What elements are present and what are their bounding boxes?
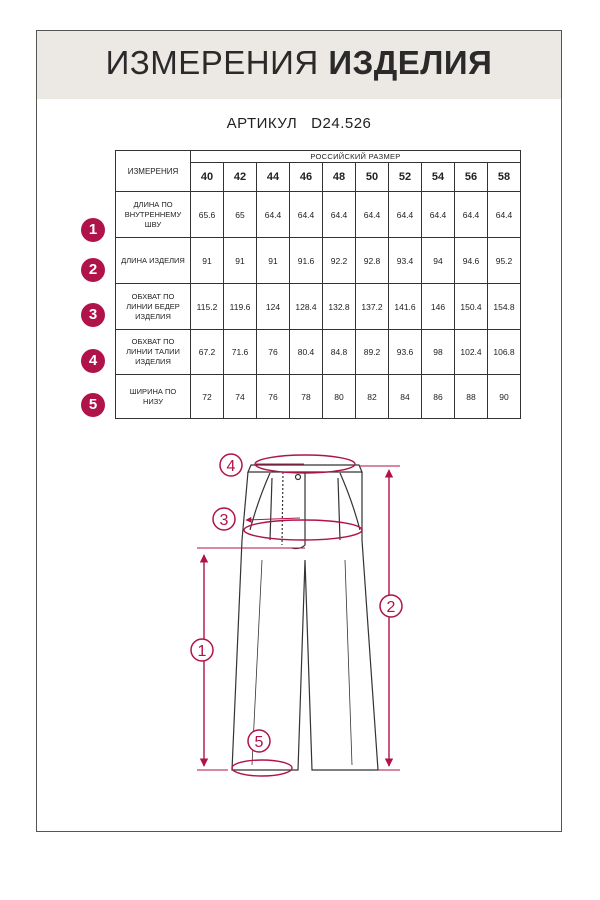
title-bold: ИЗДЕЛИЯ [328, 44, 493, 81]
row-value: 98 [422, 330, 455, 375]
size-header: 58 [488, 163, 521, 192]
row-value: 84.8 [323, 330, 356, 375]
row-value: 141.6 [389, 284, 422, 330]
row-value: 91 [224, 238, 257, 284]
row-value: 91.6 [290, 238, 323, 284]
size-header: 44 [257, 163, 290, 192]
row-value: 128.4 [290, 284, 323, 330]
row-value: 84 [389, 375, 422, 419]
row-value: 65.6 [191, 192, 224, 238]
row-value: 64.4 [323, 192, 356, 238]
row-value: 119.6 [224, 284, 257, 330]
size-header: 54 [422, 163, 455, 192]
row-value: 64.4 [389, 192, 422, 238]
row-number-badge: 1 [81, 218, 105, 242]
size-header: 42 [224, 163, 257, 192]
title-light: ИЗМЕРЕНИЯ [105, 44, 319, 81]
row-value: 80.4 [290, 330, 323, 375]
measure-header: ИЗМЕРЕНИЯ [116, 151, 191, 192]
row-value: 76 [257, 375, 290, 419]
row-value: 93.4 [389, 238, 422, 284]
row-number-badge: 3 [81, 303, 105, 327]
row-value: 124 [257, 284, 290, 330]
row-value: 146 [422, 284, 455, 330]
row-value: 93.6 [389, 330, 422, 375]
marker-4: 4 [226, 458, 236, 475]
row-value: 150.4 [455, 284, 488, 330]
size-header: 48 [323, 163, 356, 192]
row-label: ДЛИНА ПО ВНУТРЕННЕМУ ШВУ [116, 192, 191, 238]
size-group-header: РОССИЙСКИЙ РАЗМЕР [191, 151, 521, 163]
size-header: 56 [455, 163, 488, 192]
row-value: 90 [488, 375, 521, 419]
row-value: 132.8 [323, 284, 356, 330]
marker-5: 5 [254, 734, 264, 751]
row-value: 65 [224, 192, 257, 238]
marker-1: 1 [197, 643, 207, 660]
row-value: 82 [356, 375, 389, 419]
size-header: 52 [389, 163, 422, 192]
row-number-badge: 5 [81, 393, 105, 417]
measure-lines [197, 455, 400, 776]
row-label: ОБХВАТ ПО ЛИНИИ БЕДЕР ИЗДЕЛИЯ [116, 284, 191, 330]
row-value: 64.4 [422, 192, 455, 238]
marker-2: 2 [386, 599, 396, 616]
row-value: 89.2 [356, 330, 389, 375]
row-value: 64.4 [356, 192, 389, 238]
row-value: 67.2 [191, 330, 224, 375]
row-value: 102.4 [455, 330, 488, 375]
row-label: ШИРИНА ПО НИЗУ [116, 375, 191, 419]
row-value: 71.6 [224, 330, 257, 375]
row-value: 64.4 [257, 192, 290, 238]
row-value: 92.2 [323, 238, 356, 284]
row-value: 64.4 [290, 192, 323, 238]
row-value: 91 [257, 238, 290, 284]
row-value: 92.8 [356, 238, 389, 284]
article-code: D24.526 [311, 115, 372, 132]
marker-3: 3 [219, 512, 229, 529]
size-header: 46 [290, 163, 323, 192]
row-value: 80 [323, 375, 356, 419]
row-value: 78 [290, 375, 323, 419]
row-value: 94.6 [455, 238, 488, 284]
row-label: ОБХВАТ ПО ЛИНИИ ТАЛИИ ИЗДЕЛИЯ [116, 330, 191, 375]
row-value: 86 [422, 375, 455, 419]
row-number-badge: 2 [81, 258, 105, 282]
size-header: 50 [356, 163, 389, 192]
row-value: 137.2 [356, 284, 389, 330]
row-value: 154.8 [488, 284, 521, 330]
diagram-markers [191, 454, 402, 752]
row-value: 76 [257, 330, 290, 375]
row-number-badge: 4 [81, 349, 105, 373]
row-value: 64.4 [488, 192, 521, 238]
row-value: 72 [191, 375, 224, 419]
row-value: 94 [422, 238, 455, 284]
article-label: АРТИКУЛ [226, 115, 298, 132]
row-value: 91 [191, 238, 224, 284]
row-value: 115.2 [191, 284, 224, 330]
row-value: 74 [224, 375, 257, 419]
row-value: 95.2 [488, 238, 521, 284]
row-label: ДЛИНА ИЗДЕЛИЯ [116, 238, 191, 284]
row-value: 64.4 [455, 192, 488, 238]
row-value: 106.8 [488, 330, 521, 375]
row-value: 88 [455, 375, 488, 419]
size-header: 40 [191, 163, 224, 192]
trousers-outline [232, 465, 378, 770]
